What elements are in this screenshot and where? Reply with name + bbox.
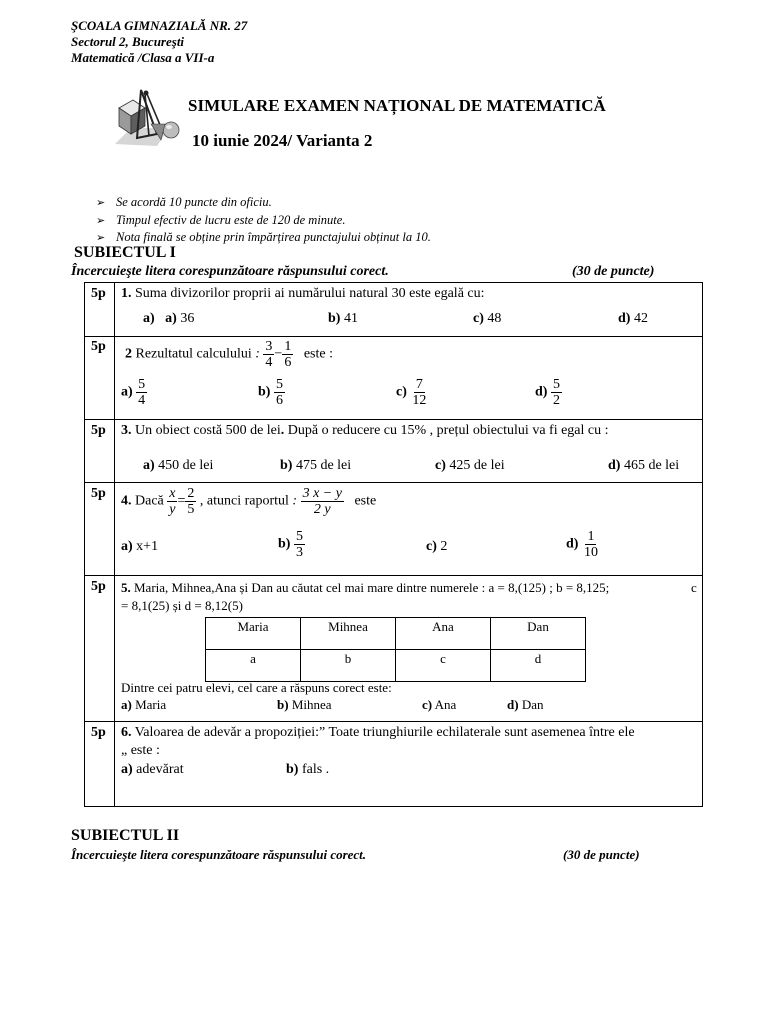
- q5-option-b: b) Mihnea: [277, 697, 332, 712]
- q5-question: Dintre cei patru elevi, cel care a răspuns corect este:: [121, 680, 392, 695]
- q4-option-b: b) $\frac{5}{3}$: [278, 529, 303, 560]
- school-sector: Sectorul 2, Bucureşti: [71, 34, 185, 49]
- row-divider: [85, 336, 702, 337]
- rule-item: ➢ Nota finală se obține prin împărțirea punctajului obținut la 10.: [96, 229, 431, 247]
- row-divider: [85, 419, 702, 420]
- q5-option-c: c) Ana: [422, 697, 457, 712]
- row-divider: [85, 721, 702, 722]
- q4-option-c: c) 2: [426, 539, 448, 554]
- arrow-bullet-icon: ➢: [96, 232, 106, 244]
- arrow-bullet-icon: ➢: [96, 197, 106, 209]
- table-cell: c: [396, 650, 491, 682]
- exam-rules: [96, 194, 431, 247]
- row-divider: [85, 482, 702, 483]
- q3-option-a: a) 450 de lei: [143, 458, 214, 473]
- subject-class: Matematică /Clasa a VII-a: [71, 50, 215, 65]
- q2-points: 5p: [91, 339, 106, 354]
- table-header-cell: Ana: [396, 618, 491, 650]
- q1-points: 5p: [91, 286, 106, 301]
- row-divider: [85, 575, 702, 576]
- q3-option-c: c) 425 de lei: [435, 458, 505, 473]
- table-header-cell: Mihnea: [301, 618, 396, 650]
- q4-option-d: d) $\frac{1}{10}$: [566, 529, 598, 560]
- q1-option-d: d) 42: [618, 311, 648, 326]
- school-name: ŞCOALA GIMNAZIALĂ NR. 27: [71, 18, 248, 33]
- fraction: $\frac{3}{4}$: [265, 339, 273, 370]
- column-divider: [114, 283, 115, 806]
- school-header: [71, 18, 247, 66]
- section2-instruction: Încercuieşte litera corespunzătoare răspunsului corect.: [71, 847, 367, 862]
- table-row: [206, 618, 586, 650]
- q5-points: 5p: [91, 579, 106, 594]
- arrow-bullet-icon: ➢: [96, 214, 106, 227]
- section1-instruction: Încercuieşte litera corespunzătoare răspunsului corect.: [71, 264, 389, 279]
- q6-points: 5p: [91, 725, 106, 740]
- table-row: [206, 650, 586, 682]
- q5-text: 5. Maria, Mihnea,Ana și Dan au căutat cel mai mare dintre numerele : a = 8,(125) ; b = 8,125;: [121, 580, 610, 595]
- q4-option-a: a) x+1: [121, 539, 159, 554]
- q2-option-d: d) $\frac{5}{2}$: [535, 377, 560, 408]
- q1-option-c: c) 48: [473, 311, 502, 326]
- q5-text-end: c: [691, 580, 697, 595]
- q4-text: 4. Dacă $\frac{x}{y}$ = $\frac{2}{5}$ , atunci raportul : $\frac{3 x - y}{2 y}$ este: [121, 486, 377, 517]
- q6-option-b: b) fals .: [286, 762, 330, 777]
- q1-option-a: a) a) 36: [143, 311, 195, 326]
- section1-points: (30 de puncte): [572, 264, 655, 279]
- q6-text: 6. Valoarea de adevăr a propoziției:” Toate triunghiurile echilaterale sunt asemenea între ele: [121, 725, 635, 740]
- q6-text-line2: „ este :: [121, 743, 160, 758]
- q5-text-line2: = 8,1(25) și d = 8,12(5): [121, 598, 243, 613]
- q2-option-c: c) $\frac{7}{12}$: [396, 377, 427, 408]
- exam-title: SIMULARE EXAMEN NAȚIONAL DE MATEMATICĂ: [188, 96, 606, 115]
- section2-points: (30 de puncte): [563, 847, 640, 862]
- fraction: $\frac{x}{y}$: [169, 486, 176, 517]
- q3-points: 5p: [91, 423, 106, 438]
- q5-option-a: a) Maria: [121, 697, 167, 712]
- section2-title: SUBIECTUL II: [71, 827, 180, 844]
- geometry-logo-icon: [111, 88, 183, 150]
- table-cell: d: [491, 650, 586, 682]
- q3-text: 3. Un obiect costă 500 de lei. După o reducere cu 15% , prețul obiectului va fi egal cu :: [121, 423, 609, 438]
- q5-option-d: d) Dan: [507, 697, 544, 712]
- q4-points: 5p: [91, 486, 106, 501]
- q1-text: 1. Suma divizorilor proprii ai numărului natural 30 este egală cu:: [121, 286, 485, 301]
- q5-answers-table: [205, 617, 586, 682]
- table-cell: b: [301, 650, 396, 682]
- section1-title: SUBIECTUL I: [74, 244, 176, 261]
- q2-text: 2 Rezultatul calculului : $\frac{3}{4}$ − $\frac{1}{6}$ este :: [125, 339, 333, 370]
- fraction: $\frac{2}{5}$: [187, 486, 195, 517]
- fraction: $\frac{3 x - y}{2 y}$: [302, 486, 342, 517]
- q2-option-a: a) $\frac{5}{4}$: [121, 377, 146, 408]
- q6-option-a: a) adevărat: [121, 762, 184, 777]
- q3-option-b: b) 475 de lei: [280, 458, 352, 473]
- questions-table: [84, 282, 703, 807]
- exam-date: 10 iunie 2024/ Varianta 2: [192, 131, 373, 150]
- table-header-cell: Maria: [206, 618, 301, 650]
- rule-item: ➢ Timpul efectiv de lucru este de 120 de minute.: [96, 212, 431, 230]
- q2-option-b: b) $\frac{5}{6}$: [258, 377, 283, 408]
- rule-item: ➢ Se acordă 10 puncte din oficiu.: [96, 194, 431, 212]
- table-header-cell: Dan: [491, 618, 586, 650]
- q3-option-d: d) 465 de lei: [608, 458, 680, 473]
- fraction: $\frac{1}{6}$: [284, 339, 292, 370]
- table-cell: a: [206, 650, 301, 682]
- q1-option-b: b) 41: [328, 311, 358, 326]
